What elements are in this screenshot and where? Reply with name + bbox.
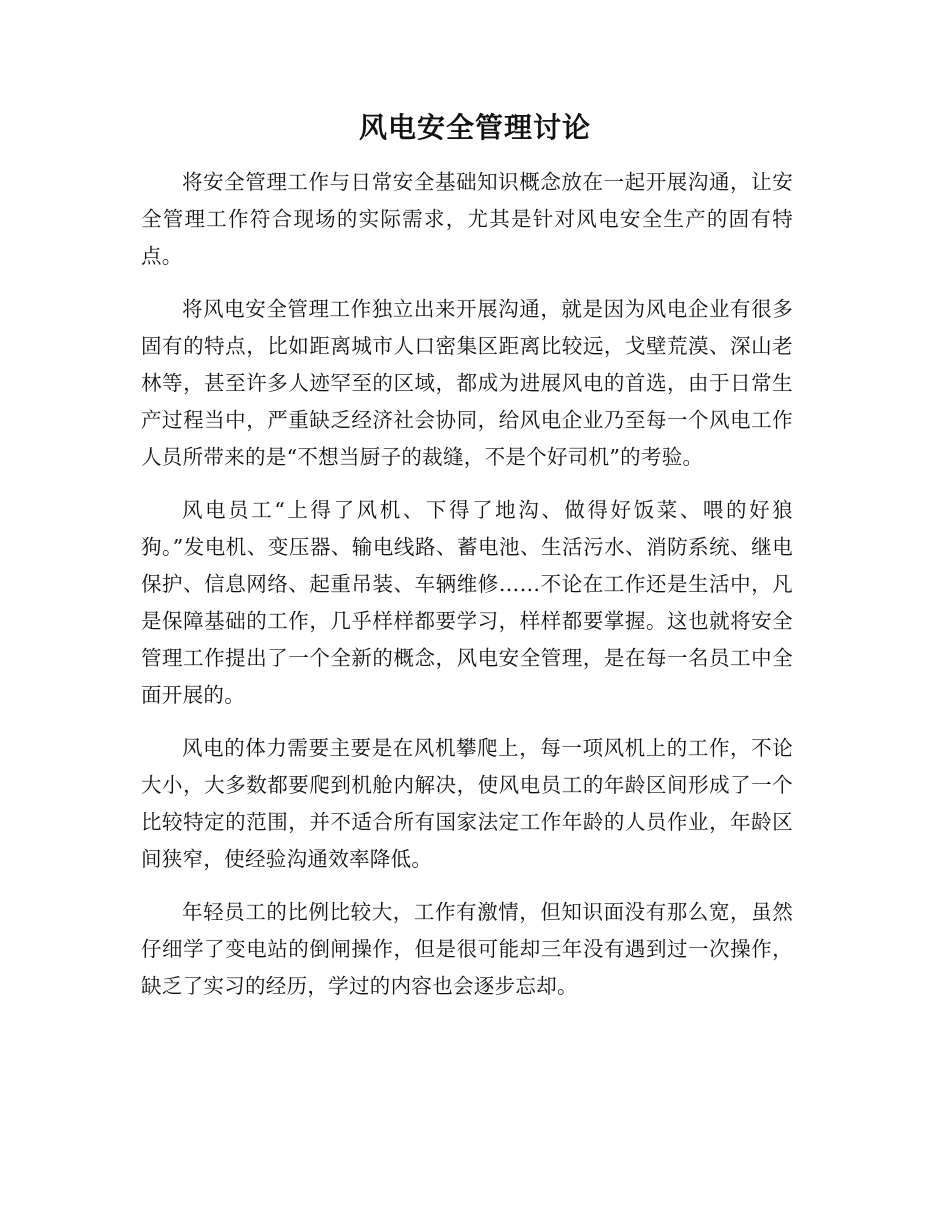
paragraph-5: 年轻员工的比例比较大，工作有激情，但知识面没有那么宽，虽然仔细学了变电站的倒闸操作，但是很可能却三年没有遇到过一次操作，缺乏了实习的经历，学过的内容也会逐步忘却。 — [141, 900, 793, 998]
paragraph-4: 风电的体力需要主要是在风机攀爬上，每一项风机上的工作，不论大小，大多数都要爬到机舱内解决，使风电员工的年龄区间形成了一个比较特定的范围，并不适合所有国家法定工作年龄的人员作业，年龄区间狭窄，使经验沟通效率降低。 — [141, 736, 793, 871]
paragraph-2: 将风电安全管理工作独立出来开展沟通，就是因为风电企业有很多固有的特点，比如距离城市人口密集区距离比较远，戈壁荒漠、深山老林等，甚至许多人迹罕至的区域，都成为进展风电的首选，由于日常生产过程当中，严重缺乏经济社会协同，给风电企业乃至每一个风电工作人员所带来的是“不想当厨子的裁缝，不是个好司机”的考验。 — [141, 297, 793, 469]
document-title: 风电安全管理讨论 — [358, 111, 591, 144]
paragraph-1: 将安全管理工作与日常安全基础知识概念放在一起开展沟通，让安全管理工作符合现场的实际需求，尤其是针对风电安全生产的固有特点。 — [141, 170, 793, 268]
document-body — [141, 164, 793, 1021]
paragraph-3: 风电员工“上得了风机、下得了地沟、做得好饭菜、喂的好狼狗。”发电机、变压器、输电线路、蓄电池、生活污水、消防系统、继电保护、信息网络、起重吊装、车辆维修……不论在工作还是生活中，凡是保障基础的工作，几乎样样都要学习，样样都要掌握。这也就将安全管理工作提出了一个全新的概念，风电安全管理，是在每一名员工中全面开展的。 — [141, 498, 793, 707]
